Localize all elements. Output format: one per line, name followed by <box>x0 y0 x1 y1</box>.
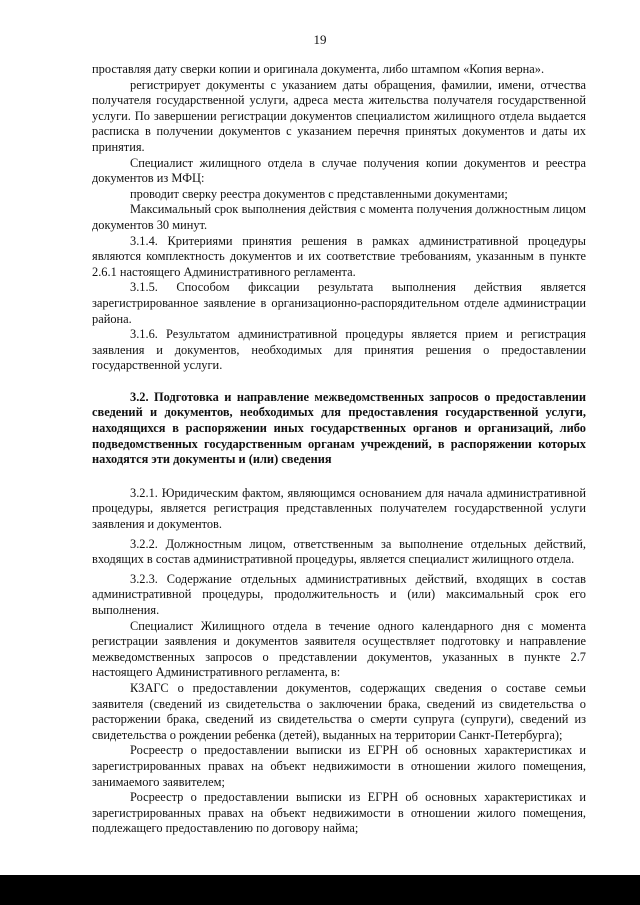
paragraph-3-2-2: 3.2.2. Должностным лицом, ответственным за выполнение отдельных действий, входящих в состав административной процедуры, является специалист жилищного отдела. <box>92 536 586 567</box>
paragraph-3-2-1: 3.2.1. Юридическим фактом, являющимся основанием для начала административной процедуры, является регистрация представленных получателем государственной услуги заявления и документов. <box>92 485 586 532</box>
paragraph-interagency-requests: Специалист Жилищного отдела в течение одного календарного дня с момента регистрации заявления и документов заявителя осуществляет подготовку и направление межведомственных запросов о представлении документов, указанных в пункте 2.7 настоящего Административного регламента, в: <box>92 618 586 680</box>
page-number: 19 <box>313 32 327 47</box>
paragraph-kzags-request: КЗАГС о предоставлении документов, содержащих сведения о составе семьи заявителя (сведений из свидетельства о заключении брака, сведений из свидетельства о расторжении брака, сведений из свидетельства о смерти супруга (супруги), сведений из свидетельства о рождении ребенка (детей), выданных на территории Санкт-Петербурга); <box>92 680 586 742</box>
scan-bottom-border <box>0 875 640 905</box>
paragraph-copy-verification: проставляя дату сверки копии и оригинала документа, либо штампом «Копия верна». <box>92 62 545 76</box>
paragraph-3-1-5: 3.1.5. Способом фиксации результата выполнения действия является зарегистрированное заявление в организационно-распорядительном отделе администрации района. <box>92 280 586 326</box>
paragraph-registration: регистрирует документы с указанием даты обращения, фамилии, имени, отчества получателя государственной услуги, адреса места жительства получателя государственной услуги. По завершении регистрации документов специалистом жилищного отдела выдается расписка в получении документов с указанием перечня принятых документов и даты их принятия. <box>92 77 586 154</box>
section-heading-3-2: 3.2. Подготовка и направление межведомственных запросов о предоставлении сведений и документов, необходимых для предоставления государственной услуги, находящихся в распоряжении иных государственных органов и организаций, либо подведомственных государственным органам учреждений, в распоряжении которых находятся эти документы и (или) сведения <box>92 389 586 467</box>
paragraph-mfc-documents: Специалист жилищного отдела в случае получения копии документов и реестра документов из МФЦ: <box>92 155 586 186</box>
paragraph-rosreestr-occupied: Росреестр о предоставлении выписки из ЕГРН об основных характеристиках и зарегистрированных правах на объект недвижимости в отношении жилого помещения, занимаемого заявителем; <box>92 743 586 789</box>
paragraph-3-1-4: 3.1.4. Критериями принятия решения в рамках административной процедуры являются комплектность документов и их соответствие требованиям, указанным в пункте 2.6.1 настоящего Административного регламента. <box>92 233 586 279</box>
paragraph-registry-check: проводит сверку реестра документов с представленными документами; <box>130 186 508 201</box>
paragraph-3-2-3: 3.2.3. Содержание отдельных административных действий, входящих в состав административной процедуры, продолжительность и (или) максимальный срок его выполнения. <box>92 571 586 617</box>
paragraph-3-1-6: 3.1.6. Результатом административной процедуры является прием и регистрация заявления и документов, необходимых для принятия решения о предоставлении государственной услуги. <box>92 327 586 373</box>
paragraph-max-duration: Максимальный срок выполнения действия с момента получения должностным лицом документов 30 минут. <box>92 202 586 232</box>
document-body <box>92 62 586 837</box>
paragraph-rosreestr-provided: Росреестр о предоставлении выписки из ЕГРН об основных характеристиках и зарегистрированных правах на объект недвижимости в отношении жилого помещения, подлежащего предоставлению по договору найма; <box>92 790 586 836</box>
